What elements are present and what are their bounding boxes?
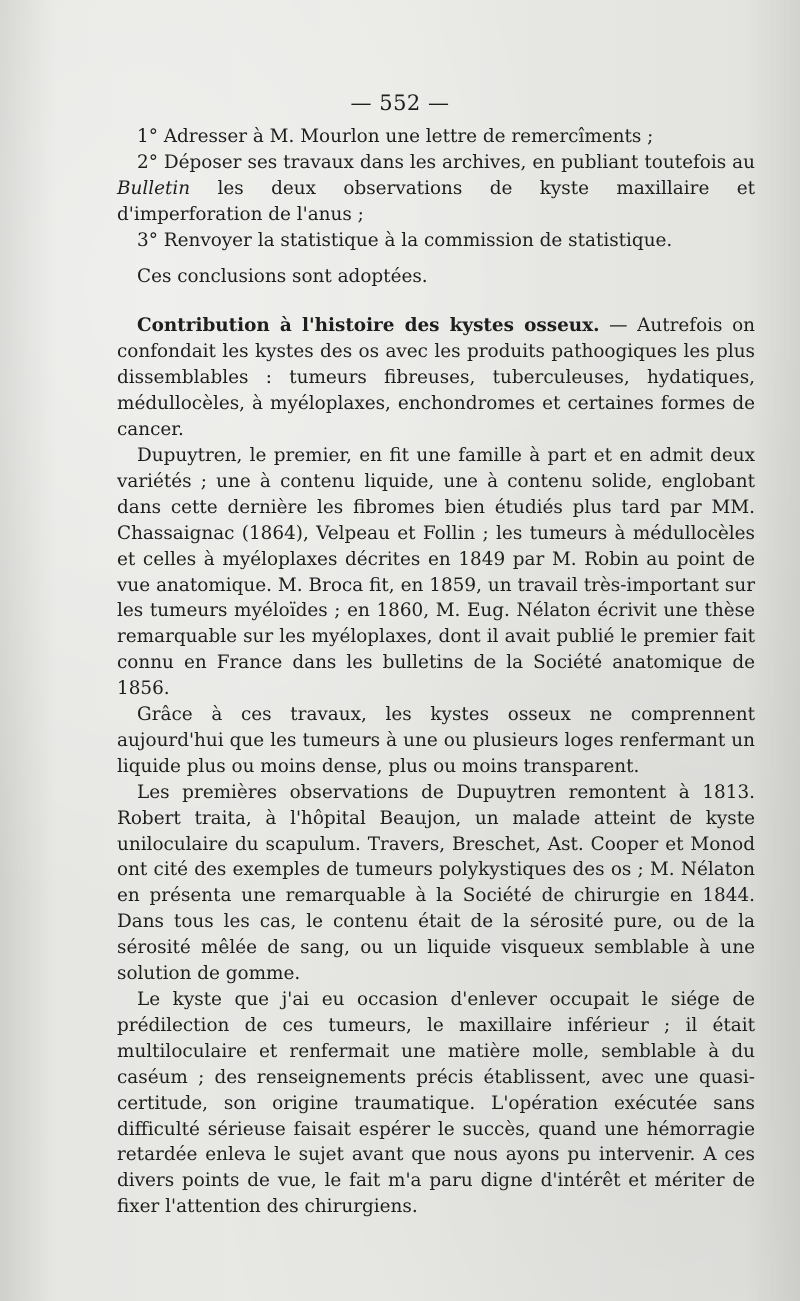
body-text bbox=[117, 124, 755, 1220]
list-item-3: 3° Renvoyer la statistique à la commission de statistique. bbox=[137, 229, 673, 251]
conclusion: Ces conclusions sont adoptées. bbox=[137, 265, 428, 287]
section-dash: — bbox=[599, 315, 638, 337]
list-item-2-suffix: les deux observations de kyste maxillaire et d'imperforation de l'anus ; bbox=[117, 177, 755, 225]
paragraph-observations: Les premières observations de Dupuytren remontent à 1813. Robert traita, à l'hôpital Beaujon, un malade atteint de kyste uniloculaire du scapulum. Travers, Breschet, Ast. Cooper et Monod ont cité des exemples de tumeurs polykystiques des os ; M. Nélaton en présenta une remarquable à la Société de chirurgie en 1844. Dans tous les cas, le contenu était de la sérosité pure, ou de la sérosité mêlée de sang, ou un liquide visqueux semblable à une solution de gomme. bbox=[117, 781, 755, 985]
list-item-2-prefix: 2° Déposer ses travaux dans les archives, en publiant toutefois au bbox=[137, 151, 755, 173]
list-item-2 bbox=[117, 150, 755, 228]
paragraph-dupuytren: Dupuytren, le premier, en fit une famille à part et en admit deux variétés ; une à contenu liquide, une à contenu solide, englobant dans cette dernière les fibromes bien étudiés plus tard par MM. Chassaignac (1864), Velpeau et Follin ; les tumeurs à médullocèles et celles à myéloplaxes décrites en 1849 par M. Robin au point de vue anatomique. M. Broca fit, en 1859, un travail très-important sur les tumeurs myéloïdes ; en 1860, M. Eug. Nélaton écrivit une thèse remarquable sur les myéloplaxes, dont il avait publié le premier fait connu en France dans les bulletins de la Société anatomique de 1856. bbox=[117, 444, 755, 700]
page-number: — 552 — bbox=[350, 91, 450, 115]
bulletin-italic: Bulletin bbox=[117, 177, 191, 199]
paragraph-grace: Grâce à ces travaux, les kystes osseux ne comprennent aujourd'hui que les tumeurs à une ou plusieurs loges renfermant un liquide plus ou moins dense, plus ou moins transparent. bbox=[117, 704, 755, 777]
paragraph-kyste: Le kyste que j'ai eu occasion d'enlever occupait le siége de prédilection de ces tumeurs, le maxillaire inférieur ; il était multiloculaire et renfermait une matière molle, semblable à du caséum ; des renseignements précis établissent, avec une quasi-certitude, son origine traumatique. L'opération exécutée sans difficulté sérieuse faisait espérer le succès, quand une hémorragie retardée enleva le sujet avant que nous ayons pu intervenir. A ces divers points de vue, le fait m'a paru digne d'intérêt et mériter de fixer l'attention des chirurgiens. bbox=[117, 989, 755, 1218]
list-item-1: 1° Adresser à M. Mourlon une lettre de remercîments ; bbox=[137, 126, 654, 147]
section-intro: Autrefois on confondait les kystes des os avec les produits pathoogiques les plus dissemblables : tumeurs fibreuses, tuberculeuses, hydatiques, médullocèles, à myéloplaxes, enchondromes et certaines formes de cancer. bbox=[117, 315, 755, 441]
section-title: Contribution à l'histoire des kystes osseux. bbox=[137, 315, 600, 337]
section-paragraph bbox=[117, 313, 755, 443]
